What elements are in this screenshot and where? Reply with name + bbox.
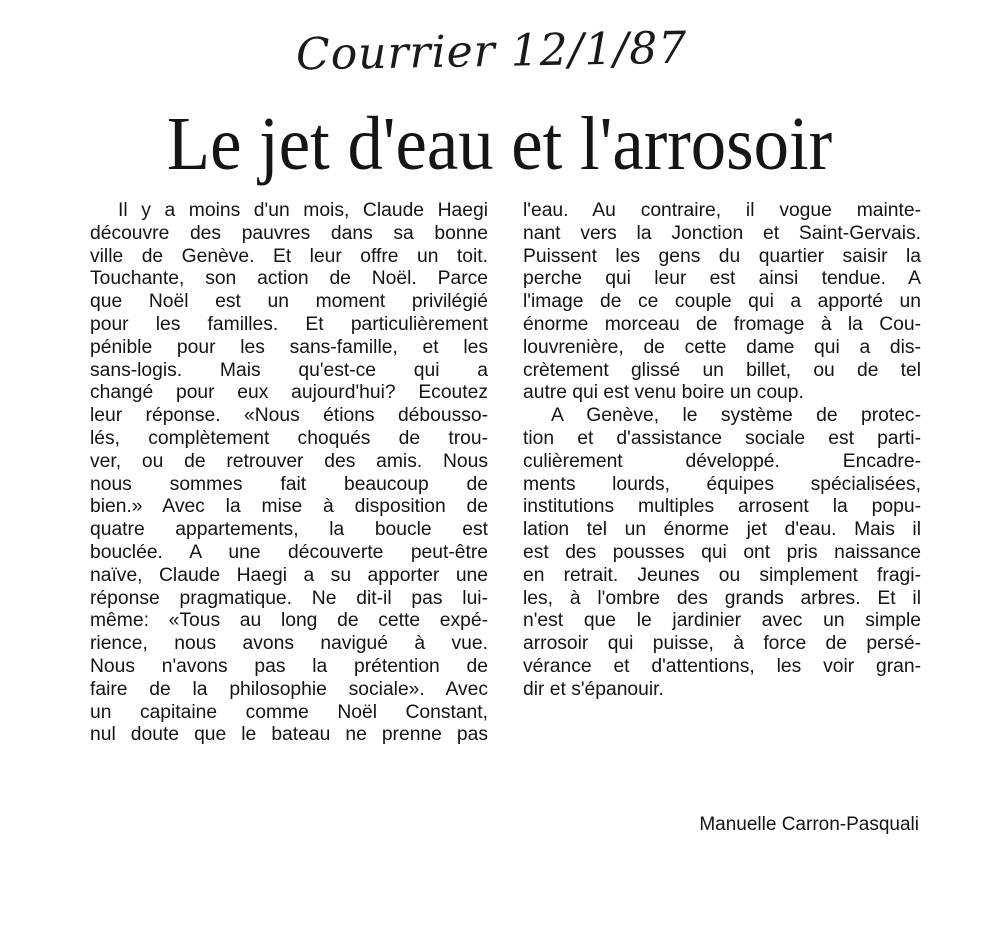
article-text-line: Touchante, son action de Noël. Parce [90,268,488,290]
article-text-line: en retrait. Jeunes ou simplement fragi- [523,564,921,586]
article-text-line: Il y a moins d'un mois, Claude Haegi [118,200,488,221]
article-text-line: réponse pragmatique. Ne dit-il pas lui- [90,587,488,609]
article-text-line: nul doute que le bateau ne prenne pas [90,724,488,746]
article-text-line: quatre appartements, la boucle est [90,519,488,541]
article-text-line: pour les familles. Et particulièrement [90,313,488,335]
article-text-line: tion et d'assistance sociale est parti- [523,427,921,449]
article-text-line: Puissent les gens du quartier saisir la [523,245,921,267]
article-text-line: n'est que le jardinier avec un simple [523,610,921,632]
article-text-line: institutions multiples arrosent la popu- [523,496,921,518]
article-text-line: leur réponse. «Nous étions déboussо- [90,405,488,427]
article-text-line: ments lourds, équipes spécialisées, [523,473,921,495]
article-text-line: l'image de ce couple qui a apporté un [523,291,921,313]
article-text-line: lation tel un énorme jet d'eau. Mais il [523,519,921,541]
article-text-line: même: «Tous au long de cette expé- [90,610,488,632]
article-text-line: est des pousses qui ont pris naissance [523,541,921,563]
article-text-line: nant vers la Jonction et Saint-Gervais. [523,222,921,244]
article-text-line: rience, nous avons navigué à vue. [90,633,488,655]
handwritten-date-note: Courrier 12/1/87 [295,22,688,81]
article-text-line: faire de la philosophie sociale». Avec [90,678,488,700]
article-text-line: vérance et d'attentions, les voir gran- [523,655,921,677]
article-text-line: ver, ou de retrouver des amis. Nous [90,450,488,472]
article-text-line: autre qui est venu boire un coup. [523,382,804,404]
article-text-line: naïve, Claude Haegi a su apporter une [90,564,488,586]
article-text-line: dir et s'épanouir. [523,678,664,700]
article-text-line: sans-logis. Mais qu'est-ce qui a [90,359,488,381]
article-text-line: arrosoir qui puisse, à force de persé- [523,633,921,655]
article-text-line: un capitaine comme Noël Constant, [90,701,488,723]
article-text-line: culièrement développé. Encadre- [523,450,921,472]
article-text-line: louvrenière, de cette dame qui a dis- [523,336,921,358]
article-text-line: Nous n'avons pas la prétention de [90,655,488,677]
article-byline: Manuelle Carron-Pasquali [699,814,919,835]
article-text-line: bien.» Avec la mise à disposition de [90,496,488,518]
article-text-line: ville de Genève. Et leur offre un toit. [90,245,488,267]
article-text-line: A Genève, le système de protec- [551,405,921,427]
article-text-line: l'eau. Au contraire, il vogue mainte- [523,200,921,221]
article-text-line: énorme morceau de fromage à la Cou- [523,313,921,335]
article-column-left [90,200,488,747]
article-text-line: découvre des pauvres dans sa bonne [90,222,488,244]
article-text-line: les, à l'ombre des grands arbres. Et il [523,587,921,609]
article-headline: Le jet d'eau et l'arrosoir [166,102,833,186]
article-text-line: perche qui leur est ainsi tendue. A [523,268,921,290]
article-column-right [523,200,921,702]
article-text-line: crètement glissé un billet, ou de tel [523,359,921,381]
article-text-line: pénible pour les sans-famille, et les [90,336,488,358]
article-text-line: lés, complètement choqués de trou- [90,427,488,449]
article-text-line: changé pour eux aujourd'hui? Ecoutez [90,382,488,404]
article-text-line: bouclée. A une découverte peut-être [90,541,488,563]
article-text-line: nous sommes fait beaucoup de [90,473,488,495]
article-text-line: que Noël est un moment privilégié [90,291,488,313]
